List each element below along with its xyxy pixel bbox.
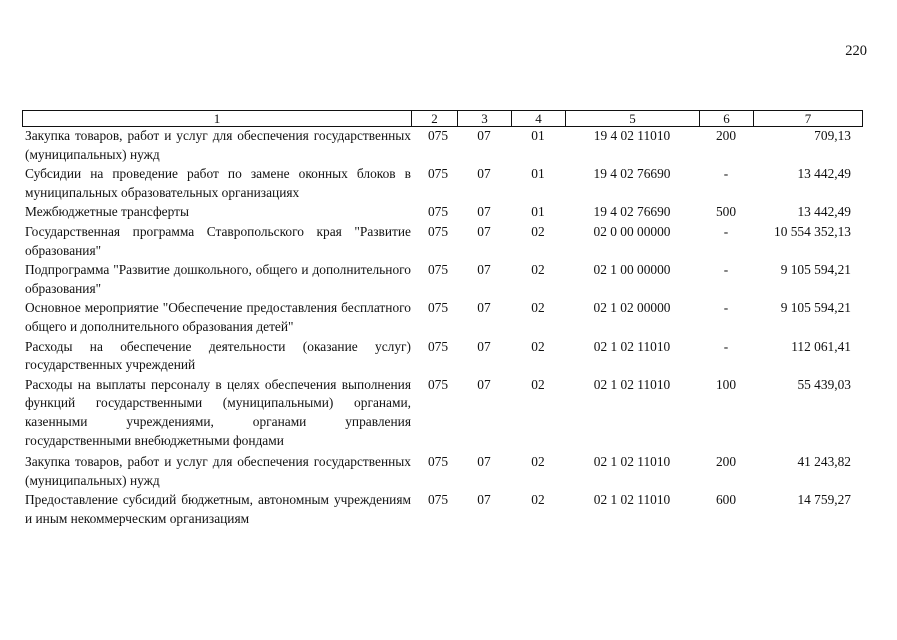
row-section-code: 07 <box>477 492 491 508</box>
row-subsection-code: 02 <box>531 223 545 239</box>
row-target-article: 02 1 02 11010 <box>593 454 671 470</box>
table-row <box>22 165 863 202</box>
row-target-article: 19 4 02 11010 <box>593 128 671 143</box>
row-expense-type: 600 <box>715 492 737 508</box>
row-amount: 9 105 594,21 <box>780 262 851 278</box>
row-section-code: 07 <box>477 204 491 220</box>
row-target-article: 02 1 02 00000 <box>593 300 671 316</box>
row-target-article: 02 0 00 00000 <box>593 223 671 239</box>
row-expense-type: - <box>723 300 729 316</box>
row-name: Закупка товаров, работ и услуг для обеспечения государственных (муниципальных) нужд <box>25 128 411 162</box>
row-admin-code: 075 <box>427 376 449 392</box>
table-row <box>22 261 863 298</box>
row-subsection-code: 02 <box>531 262 545 278</box>
row-admin-code: 075 <box>427 223 449 239</box>
row-section-code: 07 <box>477 166 491 182</box>
row-expense-type: 100 <box>715 376 737 392</box>
row-target-article: 19 4 02 76690 <box>593 166 671 182</box>
row-expense-type: 500 <box>715 204 737 220</box>
row-amount: 41 243,82 <box>797 454 851 470</box>
row-admin-code: 075 <box>427 454 449 470</box>
row-amount: 13 442,49 <box>797 166 851 182</box>
row-amount: 10 554 352,13 <box>774 223 851 239</box>
row-subsection-code: 01 <box>531 166 545 182</box>
row-admin-code: 075 <box>427 338 449 354</box>
page-number: 220 <box>845 43 867 59</box>
header-col-3: 3 <box>458 111 512 126</box>
row-amount: 112 061,41 <box>791 338 851 354</box>
row-amount: 9 105 594,21 <box>780 300 851 316</box>
row-name: Подпрограмма "Развитие дошкольного, общего и дополнительного образования" <box>25 262 411 296</box>
row-section-code: 07 <box>477 223 491 239</box>
header-col-4: 4 <box>512 111 566 126</box>
row-amount: 14 759,27 <box>797 492 851 508</box>
header-col-1: 1 <box>23 111 412 126</box>
table-row <box>22 338 863 375</box>
row-section-code: 07 <box>477 128 491 143</box>
table-header <box>22 110 863 127</box>
row-name: Межбюджетные трансферты <box>25 204 189 220</box>
table-row <box>22 127 863 164</box>
row-target-article: 02 1 02 11010 <box>593 338 671 354</box>
row-target-article: 02 1 00 00000 <box>593 262 671 278</box>
row-admin-code: 075 <box>427 262 449 278</box>
row-subsection-code: 01 <box>531 128 545 143</box>
row-amount: 55 439,03 <box>797 376 851 392</box>
row-expense-type: - <box>723 338 729 354</box>
row-section-code: 07 <box>477 376 491 392</box>
table-row <box>22 453 863 490</box>
row-subsection-code: 01 <box>531 204 545 220</box>
row-admin-code: 075 <box>427 300 449 316</box>
header-col-5: 5 <box>566 111 700 126</box>
row-amount: 709,13 <box>814 128 851 143</box>
row-subsection-code: 02 <box>531 492 545 508</box>
row-subsection-code: 02 <box>531 454 545 470</box>
row-subsection-code: 02 <box>531 338 545 354</box>
table-row <box>22 299 863 336</box>
row-target-article: 02 1 02 11010 <box>593 492 671 508</box>
row-section-code: 07 <box>477 454 491 470</box>
row-admin-code: 075 <box>427 204 449 220</box>
row-section-code: 07 <box>477 338 491 354</box>
row-subsection-code: 02 <box>531 376 545 392</box>
row-subsection-code: 02 <box>531 300 545 316</box>
header-col-6: 6 <box>700 111 754 126</box>
row-name: Государственная программа Ставропольского края "Развитие образования" <box>25 223 411 258</box>
row-target-article: 02 1 02 11010 <box>593 376 671 392</box>
row-section-code: 07 <box>477 300 491 316</box>
row-name: Расходы на выплаты персоналу в целях обеспечения выполнения функций государственными (муниципальными) органами, казенными учреждениями, органами управления государственными внебюджетными фондами <box>25 376 411 448</box>
row-section-code: 07 <box>477 262 491 278</box>
row-admin-code: 075 <box>427 166 449 182</box>
row-expense-type: - <box>723 166 729 182</box>
row-name: Субсидии на проведение работ по замене оконных блоков в муниципальных образовательных организациях <box>25 166 411 200</box>
row-name: Закупка товаров, работ и услуг для обеспечения государственных (муниципальных) нужд <box>25 454 411 488</box>
table-row <box>22 203 863 222</box>
row-target-article: 19 4 02 76690 <box>593 204 671 220</box>
table-body <box>22 127 863 529</box>
table-row <box>22 491 863 528</box>
row-admin-code: 075 <box>427 128 449 143</box>
row-expense-type: 200 <box>715 454 737 470</box>
row-name: Предоставление субсидий бюджетным, автономным учреждениям и иным некоммерческим организациям <box>25 492 411 526</box>
header-col-2: 2 <box>412 111 458 126</box>
row-expense-type: 200 <box>715 128 737 143</box>
row-expense-type: - <box>723 262 729 278</box>
table-row <box>22 223 863 260</box>
row-admin-code: 075 <box>427 492 449 508</box>
row-name: Основное мероприятие "Обеспечение предоставления бесплатного общего и дополнительного образования детей" <box>25 300 411 334</box>
row-amount: 13 442,49 <box>797 204 851 220</box>
row-expense-type: - <box>723 223 729 239</box>
row-name: Расходы на обеспечение деятельности (оказание услуг) государственных учреждений <box>25 338 411 373</box>
header-col-7: 7 <box>804 111 812 126</box>
table-row <box>22 376 863 450</box>
